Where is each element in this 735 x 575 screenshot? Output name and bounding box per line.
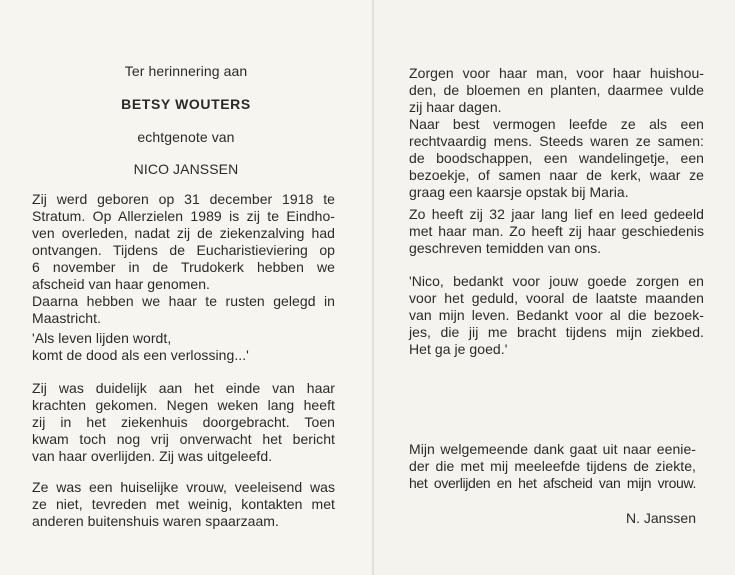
- text-line: voor het geduld, vooral de laatste maanden: [409, 290, 704, 306]
- text-line: van haar overlijden. Zij was uitgeleefd.: [32, 448, 273, 464]
- text-line: der die met mij meeleefde tijdens de ziekte,: [409, 458, 696, 474]
- quote-line: 'Als leven lijden wordt,: [32, 330, 172, 346]
- marriage-paragraph: [409, 206, 704, 257]
- text-line: met haar man. Zo heeft zij haar geschiedenis: [409, 223, 704, 239]
- signature: N. Janssen: [625, 510, 696, 526]
- text-line: anderen buitenshuis waren spaarzaam.: [32, 513, 279, 529]
- text-line: 6 november in de Trudokerk hebben we: [32, 259, 335, 275]
- text-line: het overlijden en het afscheid van mijn vrouw.: [409, 475, 696, 491]
- text-line: Zij werd geboren op 31 december 1918 te: [32, 191, 335, 207]
- text-line: Zo heeft zij 32 jaar lang lief en leed gedeeld: [409, 206, 704, 222]
- text-line: ze niet, tevreden met weinig, kontakten met: [32, 496, 335, 512]
- text-line: ontvangen. Tijdens de Eucharistieviering op: [32, 242, 335, 258]
- text-line: Mijn welgemeende dank gaat uit naar eenie-: [409, 441, 696, 457]
- text-line: Het ga je goed.': [409, 341, 508, 357]
- text-line: van mijn leven. Bedankt voor al die bezoek-: [409, 307, 704, 323]
- text-line: Naar best vermogen leefde ze als een: [409, 116, 704, 132]
- text-line: den, de bloemen en planten, daarmee vulde: [409, 82, 704, 98]
- biography-paragraph: [32, 191, 335, 327]
- text-line: jes, die jij me bracht tijdens mijn ziekbed.: [409, 324, 704, 340]
- text-line: Zij was duidelijk aan het einde van haar: [32, 380, 335, 396]
- intro-line: Ter herinnering aan: [124, 63, 248, 79]
- text-line: zij haar dagen.: [409, 99, 502, 115]
- text-line: de boodschappen, een wandelingetje, een: [409, 150, 704, 166]
- text-line: Daarna hebben we haar te rusten gelegd in: [32, 293, 335, 309]
- text-line: Stratum. Op Allerzielen 1989 is zij te Eindho-: [32, 208, 335, 224]
- text-line: Ze was een huiselijke vrouw, veeleisend was: [32, 479, 335, 495]
- thanks-paragraph: [409, 441, 696, 492]
- text-line: krachten gekomen. Negen weken lang heeft: [32, 397, 335, 413]
- text-line: ven overleden, nadat zij de ziekenzalving had: [32, 225, 335, 241]
- household-paragraph: [409, 65, 704, 201]
- text-line: Maastricht.: [32, 310, 102, 326]
- text-line: geschreven temidden van ons.: [409, 240, 602, 256]
- text-line: bezoekje, of samen naar de kerk, waar ze: [409, 167, 704, 183]
- text-line: zij in het ziekenhuis doorgebracht. Toen: [32, 414, 335, 430]
- farewell-quote-paragraph: [409, 273, 704, 358]
- spouse-name: NICO JANSSEN: [133, 161, 239, 177]
- text-line: Zorgen voor haar man, voor haar huishou-: [409, 65, 704, 81]
- text-line: 'Nico, bedankt voor jouw goede zorgen en: [409, 273, 704, 289]
- deceased-name: BETSY WOUTERS: [121, 96, 251, 112]
- quote-block: [32, 330, 335, 364]
- text-line: kwam toch nog vrij onverwacht het bericht: [32, 431, 335, 447]
- character-paragraph: [32, 479, 335, 530]
- card-fold: [372, 0, 374, 575]
- text-line: afscheid van haar genomen.: [32, 276, 210, 292]
- text-line: graag een kaarsje opstak bij Maria.: [409, 184, 629, 200]
- illness-paragraph: [32, 380, 335, 465]
- quote-line: komt de dood als een verlossing...': [32, 347, 249, 363]
- relation-line: echtgenote van: [137, 129, 235, 145]
- text-line: rechtvaardig mens. Steeds waren ze samen:: [409, 133, 704, 149]
